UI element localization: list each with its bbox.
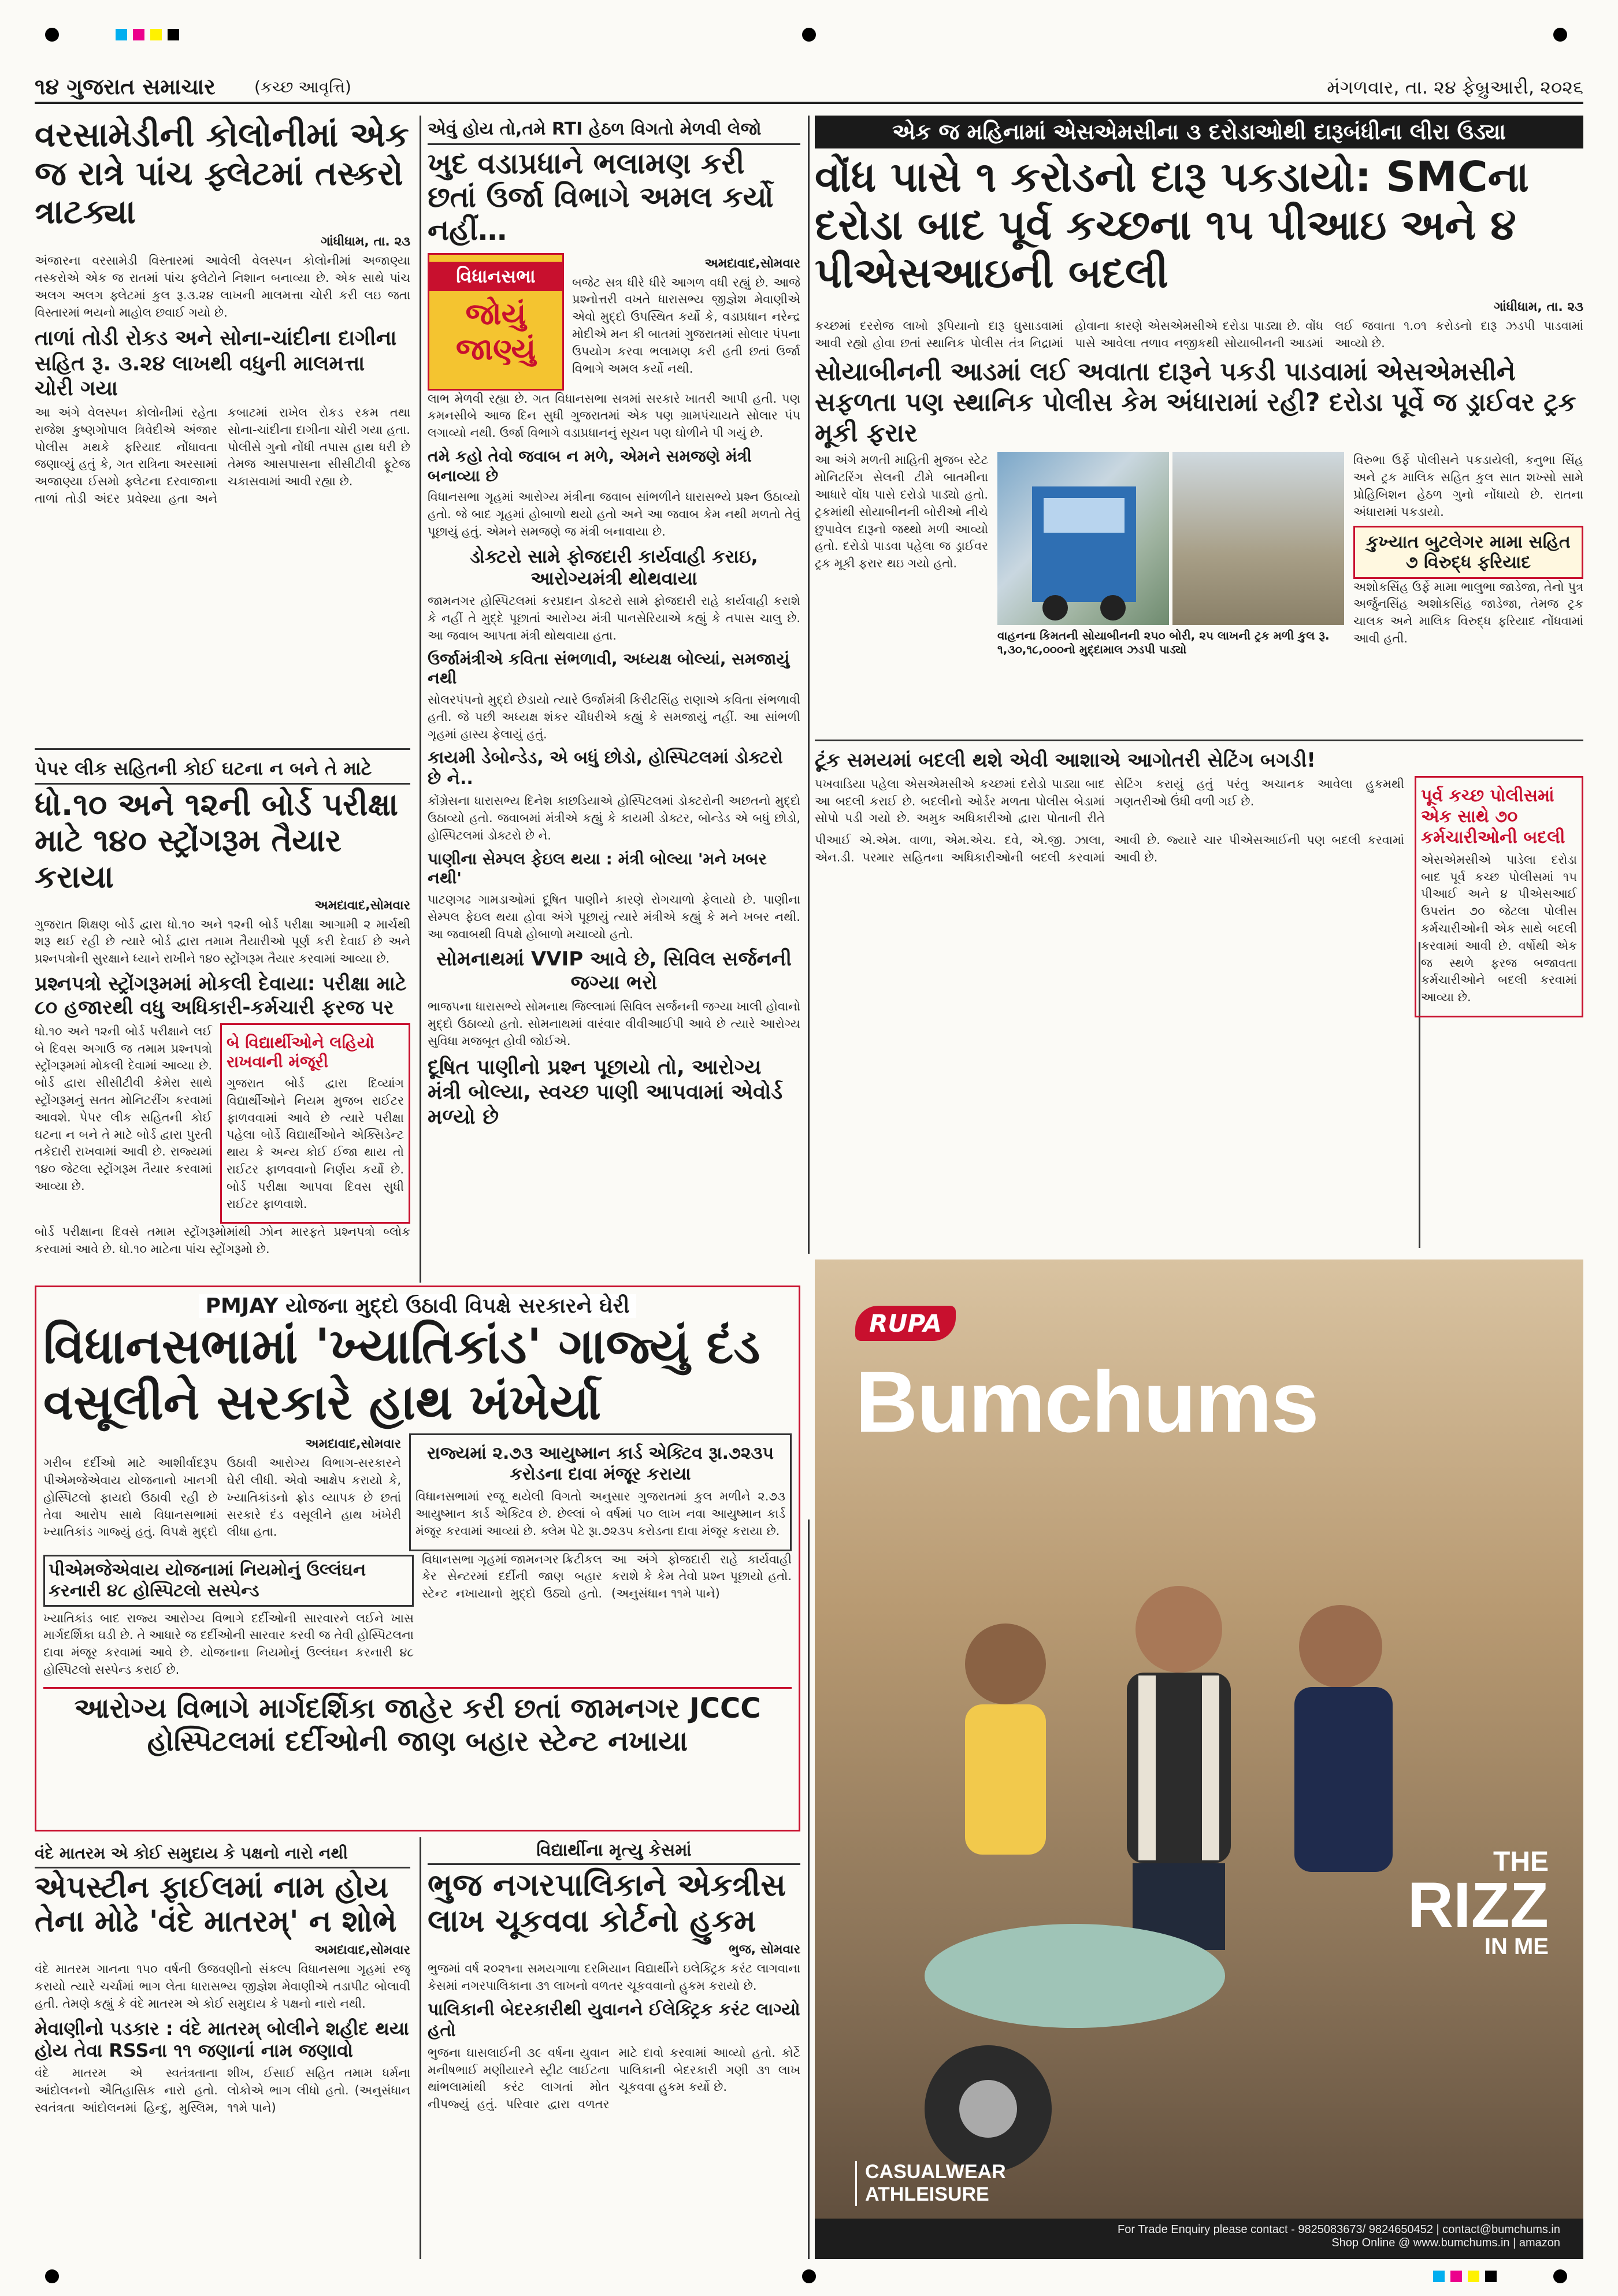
body-text: ધો.૧૦ અને ૧૨ની બોર્ડ પરીક્ષાને લઈ બે દિવસ અગાઉ જ તમામ પ્રશ્નપત્રો સ્ટ્રોંગરૂમમાં મોકલી દેવામાં આવ્યા છે. બોર્ડ દ્વારા સીસીટીવી કેમેરા સાથે સ્ટ્રોંગરૂમનું સતત મોનિટરીંગ કરવામાં આવશે. પેપર લીક સહિતની કોઈ ઘટના ન બને તે માટે બોર્ડ દ્વારા પુરતી તકેદારી રાખવામાં આવી છે. રાજ્યમાં ૧૪૦ જેટલા સ્ટ્રોંગરૂમ તૈયાર કરવામાં આવ્યા છે.: [35, 1024, 212, 1194]
bumchums-advertisement[interactable]: [815, 1260, 1583, 2259]
article-bhuj-court: [428, 1840, 800, 2256]
dateline: ભુજ, સોમવાર: [729, 1942, 800, 1957]
registration-marks-top: [0, 23, 1618, 46]
photo-caption: વાહનના કિમતની સોયાબીનની ૨૫૦ બોરી, ૨૫ લાખની ટ્રક મળી કુલ રૂ. ૧,૩૦,૧૮,૦૦૦નો મુદ્દામાલ ઝડપી પાડ્યો: [997, 629, 1330, 657]
headline-board-exam: ધો.૧૦ અને ૧૨ની બોર્ડ પરીક્ષા માટે ૧૪૦ સ્ટ્રોંગરૂમ તૈયાર કરાયા: [35, 786, 398, 895]
body-text: બોર્ડ પરીક્ષાના દિવસે તમામ સ્ટ્રોંગરૂમોમાંથી ઝોન મારફતે પ્રશ્નપત્રો બ્લોક કરવામાં આવે છે. ધો.૧૦ માટેના પાંચ સ્ટ્રોંગરૂમો છે.: [35, 1225, 410, 1257]
rupa-logo: RUPA: [855, 1306, 956, 1341]
body-text: વિધાનસભા ગૃહમાં આરોગ્ય મંત્રીના જવાબ સાંભળીને ધારાસભ્યે પ્રશ્ન ઉઠાવ્યો હતો. જે બાદ ગૃહમાં હોબાળો થયો હતો અને આ જવાબ કેમ નથી મળતો તેવું પૂછાયું હતું. એમને સમજણે જ મંત્રી બનાવાયા છે.: [428, 490, 800, 538]
body-text: ગુજરાત શિક્ષણ બોર્ડ દ્વારા ધો.૧૦ અને ૧૨ની બોર્ડ પરીક્ષા આગામી ૨ માર્ચથી શરૂ થઈ રહી છે ત્યારે બોર્ડ દ્વારા તમામ તૈયારીઓ પૂર્ણ કરી દેવાઈ છે અને પ્રશ્નપત્રોની સુરક્ષાને ધ્યાને રાખીને ૧૪૦ સ્ટ્રોંગરૂમ તૈયાર કરવામાં આવ્યા છે.: [35, 917, 410, 966]
subheadline: પીએમજેએવાય યોજનામાં નિયમોનું ઉલ્લંઘન કરનારી ૪૮ હોસ્પિટલો સસ્પેન્ડ: [43, 1555, 414, 1607]
body-text: પીઆઈ એ.એમ. વાળા, એમ.એચ. દવે, એ.જી. ઝાલા, એન.ડી. પરમાર સહિતના અધિકારીઓની બદલી કરવામાં આવી છે. જ્યારે ચાર પીએસઆઈની પણ બદલી કરવામાં આવી છે.: [815, 833, 1404, 865]
body-text: અશોકસિંહ ઉર્ફે મામા ભાલુભા જાડેજા, તેનો પુત્ર અર્જુનસિંહ અશોકસિંહ જાડેજા, તેમજ ટ્રક ચાલક અને માલિક વિરુદ્ધ ફરિયાદ નોંધવામાં આવી હતી.: [1353, 579, 1583, 646]
body-text: જામનગર હોસ્પિટલમાં કરપ્રદાન ડોક્ટરો સામે ફોજદારી રાહે કાર્યવાહી કરાશે કે નહીં તે મુદ્દે પૂછાતાં આરોગ્ય મંત્રી પાનસેરિયાએ કહ્યું કે તપાસ ચાલુ છે. આ જવાબ આપતા મંત્રી થોથવાયા હતા.: [428, 594, 800, 642]
box-title: પૂર્વ કચ્છ પોલીસમાં એક સાથે ૭૦ કર્મચારીઓની બદલી: [1421, 785, 1565, 848]
subheadline: પ્રશ્નપત્રો સ્ટ્રોંગરૂમમાં મોકલી દેવાયા: પરીક્ષા માટે ૮૦ હજારથી વધુ અધિકારી-કર્મચારી ફરજ પર: [35, 972, 407, 1019]
subheadline: પાલિકાની બેદરકારીથી યુવાનને ઈલેક્ટ્રિક કરંટ લાગ્યો હતો: [428, 1999, 800, 2041]
subheadline: ડોક્ટરો સામે ફોજદારી કાર્યવાહી કરાઇ, આરોગ્યમંત્રી થોથવાયા: [470, 545, 758, 589]
kicker: PMJAY યોજના મુદ્દો ઉઠાવી વિપક્ષે સરકારને ઘેરી: [199, 1294, 637, 1318]
body-text: પાટણગઢ ગામડાઓમાં દૂષિત પાણીને કારણે રોગચાળો ફેલાયો છે. પાણીના સેમ્પલ ફેઇલ થયા હોવા અંગે પૂછાયું ત્યારે મંત્રીએ કહ્યું કે મને ખબર નથી. આ જવાબથી વિપક્ષે હોબાળો મચાવ્યો હતો.: [428, 893, 800, 941]
vidhansabha-logo: વિધાનસભા જોયું જાણ્યું: [428, 253, 564, 391]
dateline: અમદાવાદ,સોમવાર: [314, 1943, 410, 1958]
body-text: ગરીબ દર્દીઓ માટે આશીર્વાદરૂપ પીએમજેએવાય યોજનાનો ખાનગી હોસ્પિટલો ફાયદો ઉઠાવી રહી છે તેવા આરોપ સાથે વિધાનસભામાં ખ્યાતિકાંડ ગાજ્યું હતું. વિપક્ષે મુદ્દો ઉઠાવી આરોગ્ય વિભાગ-સરકારને ઘેરી લીધી. એવો આક્ષેપ કરાયો કે, ખ્યાતિકાંડનો ફ્રોડ વ્યાપક છે છતાં સરકારે દંડ વસૂલીને હાથ ખંખેરી લીધા હતા.: [43, 1456, 401, 1539]
edition-label: (કચ્છ આવૃત્તિ): [254, 77, 351, 96]
subheadline: પાણીના સેમ્પલ ફેઇલ થયા : મંત્રી બોલ્યા 'મને ખબર નથી': [428, 849, 767, 888]
registration-marks-bottom: [0, 2265, 1618, 2288]
body-text: પખવાડિયા પહેલા એસએમસીએ કચ્છમાં દરોડો પાડ્યા બાદ આ બદલી કરાઈ છે. બદલીનો ઓર્ડર મળતા પોલીસ બેડામાં સોપો પડી ગયો છે. અમુક અધિકારીઓ દ્વારા પોતાની રીતે સેટિંગ કરાયું હતું પરંતુ અચાનક આવેલા હુકમથી ગણતરીઓ ઉંધી વળી ગઈ છે.: [815, 777, 1404, 826]
models-illustration: [901, 1560, 1479, 2195]
box-body: એસએમસીએ પાડેલા દરોડા બાદ પૂર્વ કચ્છ પોલીસમાં ૧૫ પીઆઈ અને ૪ પીએસઆઈ ઉપરાંત ૭૦ જેટલા પોલીસ કર્મચારીઓની એક સાથે બદલી કરવામાં આવી છે. વર્ષોથી એક જ સ્થળે ફરજ બજાવતા કર્મચારીઓને બદલી કરવામાં આવ્યા છે.: [1421, 852, 1577, 1005]
dateline: ગાંધીધામ, તા. ૨૩: [321, 235, 410, 250]
body-text: આ અંગે મળતી માહિતી મુજબ સ્ટેટ મોનિટરિંગ સેલની ટીમે બાતમીના આધારે વોંધ પાસે દરોડો પાડ્યો હતો. ટ્રકમાંથી સોયાબીનની બોરીઓ નીચે છુપાવેલ દારૂનો જથ્થો મળી આવ્યો હતો. દરોડો પાડવા પહેલા જ ડ્રાઈવર ટ્રક મૂકી ફરાર થઇ ગયો હતો.: [815, 453, 988, 571]
body-text: સોલરપંપનો મુદ્દો છેડાયો ત્યારે ઉર્જામંત્રી કિરીટસિંહ રાણાએ કવિતા સંભળાવી હતી. જે પછી અધ્યક્ષ શંકર ચૌધરીએ કહ્યું કે સમજાયું નહીં. આ સાંભળી ગૃહમાં હાસ્ય ફેલાયું હતું.: [428, 692, 800, 741]
headline-pmjay: વિધાનસભામાં 'ખ્યાતિકાંડ' ગાજ્યું દંડ વસૂલીને સરકારે હાથ ખંખેર્યા: [43, 1318, 760, 1431]
rizz-tagline: THE RIZZ IN ME: [1407, 1847, 1549, 1960]
body-text: ખ્યાતિકાંડ બાદ રાજ્ય આરોગ્ય વિભાગે દર્દીઓની સારવારને લઈને ખાસ માર્ગદર્શિકા ઘડી છે. તે આધારે જ દર્દીઓની સારવાર કરવી જ તેવી હોસ્પિટલના દાવા મંજૂર કરવામાં આવે છે. યોજનાના નિયમોનું ઉલ્લંઘન કરનારી ૪૮ હોસ્પિટલો સસ્પેન્ડ કરાઈ છે.: [43, 1611, 414, 1677]
dateline: ગાંધીધામ, તા. ૨૩: [1494, 300, 1583, 315]
trade-contact[interactable]: For Trade Enquiry please contact - 9825083673/ 9824650452 | contact@bumchums.in: [1118, 2223, 1560, 2236]
truck-icon: [997, 452, 1169, 625]
body-text: અંજારના વરસામેડી વિસ્તારમાં આવેલી વેલસ્પન કોલોનીમાં અજાણ્યા તસ્કરોએ એક જ રાતમાં પાંચ ફ્લેટોને નિશાન બનાવ્યા છે. એક સાથે પાંચ અલગ અલગ ફ્લેટમાં કુલ રૂ.૩.૨૪ લાખની માલમત્તા ચોરી કરી લઇ જતા વિસ્તારમાં ભયનો માહોલ છવાઈ ગયો છે.: [35, 254, 410, 319]
kicker: ટૂંક સમયમાં બદલી થશે એવી આશાએ આગોતરી સેટિંગ બગડી!: [815, 749, 1316, 772]
subheadline: દૂષિત પાણીનો પ્રશ્ન પૂછાયો તો, આરોગ્ય મંત્રી બોલ્યા, સ્વચ્છ પાણી આપવામાં એવોર્ડ મળ્યો છે: [428, 1055, 783, 1129]
box-body: વિધાનસભામાં રજૂ થયેલી વિગતો અનુસાર ગુજરાતમાં કુલ મળીને ૨.૭૩ આયુષ્માન કાર્ડ એક્ટિવ છે. છેલ્લાં બે વર્ષમાં ૫૦ લાખ નવા આયુષ્માન કાર્ડ મંજૂર કરવામાં આવ્યાં છે. ક્લેમ પેટે રૂા.૭૨૩૫ કરોડના દાવા મંજૂર કરાયા છે.: [415, 1489, 785, 1538]
headline-pm: ખુદ વડાપ્રધાને ભલામણ કરી છતાં ઉર્જા વિભાગે અમલ કર્યો નહીં…: [428, 147, 774, 247]
body-text: વંદે માતરમ એ સ્વતંત્રતાના આંદોલનનો ઐતિહાસિક નારો હતો. સ્વતંત્રતા આંદોલનમાં હિન્દુ, મુસ્લિમ, શીખ, ઈસાઈ સહિત તમામ ધર્મના લોકોએ ભાગ લીધો હતો. (અનુસંધાન ૧૧મે પાને): [35, 2066, 410, 2115]
body-text: કચ્છમાં દરરોજ લાખો રૂપિયાનો દારૂ ઘુસાડવામાં આવી રહ્યો હોવા છતાં સ્થાનિક પોલીસ તંત્ર નિદ્રામાં હોવાના કારણે એસએમસીએ દરોડા પાડ્યા છે. વોંધ પાસે આવેલા તળાવ નજીકથી સોયાબીનની આડમાં લઈ જવાતા ૧.૦૧ કરોડનો દારૂ ઝડપી પાડવામાં આવ્યો છે.: [815, 319, 1583, 351]
body-text: વંદે માતરમ ગાનના ૧૫૦ વર્ષની ઉજવણીનો સંકલ્પ વિધાનસભા ગૃહમાં રજૂ કરાયો ત્યારે ચર્ચામાં ભાગ લેતા ધારાસભ્ય જીજ્ઞેશ મેવાણીએ તડાપીટ બોલાવી હતી. તેમણે કહ્યું કે વંદે માતરમ એ કોઈ સમુદાય કે પક્ષનો નારો નથી.: [35, 1962, 410, 2011]
kicker: એવું હોય તો,તમે RTI હેઠળ વિગતો મેળવી લેજો: [428, 119, 762, 139]
box-title: રાજ્યમાં ૨.૭૩ આયુષ્માન કાર્ડ એક્ટિવ રૂા.૭૨૩૫ કરોડના દાવા મંજૂર કરાયા: [426, 1443, 774, 1485]
subheadline: સોમનાથમાં VVIP આવે છે, સિવિલ સર્જનની જગ્યા ભરો: [436, 948, 792, 995]
page-header: [35, 69, 1583, 104]
headline-bhuj: ભુજ નગરપાલિકાને એકત્રીસ લાખ ચૂકવવા કોર્ટનો હુકમ: [428, 1867, 786, 1940]
subheadline: સોયાબીનની આડમાં લઈ અવાતા દારૂને પકડી પાડવામાં એસએમસીને સફળતા પણ સ્થાનિક પોલીસ કેમ અંધારામાં રહી? દરોડા પૂર્વે જ ડ્રાઈવર ટ્રક મૂકી ફરાર: [815, 357, 1576, 448]
category-label: CASUALWEAR ATHLEISURE: [855, 2161, 1006, 2206]
body-text: ભુજમાં વર્ષ ૨૦૨૧ના સમયગાળા દરમિયાન વિદ્યાર્થીને ઇલેક્ટ્રિક કરંટ લાગવાના કેસમાં નગરપાલિકાના ૩૧ લાખનો વળતર ચૂકવવાનો હુકમ કરાયો છે.: [428, 1961, 800, 1993]
article-pm-recommendation: [428, 116, 800, 1277]
shop-online-link[interactable]: Shop Online @ www.bumchums.in | amazon: [1331, 2236, 1560, 2249]
subheadline: તાળાં તોડી રોકડ અને સોના-ચાંદીના દાગીના સહિત રૂ. ૩.૨૪ લાખથી વધુની માલમત્તા ચોરી ગયા: [35, 326, 397, 400]
subheadline: તમે કહો તેવો જવાબ ન મળે, એમને સમજણે મંત્રી બનાવ્યા છે: [428, 446, 752, 485]
ayushman-box: [409, 1433, 792, 1551]
page-masthead: ૧૪ ગુજરાત સમાચાર: [35, 74, 216, 99]
body-text: વિધાનસભા ગૃહમાં જામનગર ક્રિટીકલ કેર સેન્ટરમાં દર્દીની જાણ બહાર સ્ટેન્ટ નખાયાનો મુદ્દો ઉઠ્યો હતો. આ અંગે ફોજદારી રાહે કાર્યવાહી કરાશે કે કેમ તેવો પ્રશ્ન પૂછાયો હતો. (અનુસંધાન ૧૧મે પાને): [422, 1552, 792, 1601]
headline-smc: વોંધ પાસે ૧ કરોડનો દારૂ પકડાયો: SMCના દરોડા બાદ પૂર્વ કચ્છના ૧૫ પીઆઇ અને ૪ પીએસઆઇની બદલી: [815, 153, 1529, 297]
kicker: એક જ મહિનામાં એસએમસીના ૩ દરોડાઓથી દારૂબંધીના લીરા ઉડ્યા: [815, 116, 1583, 148]
subheadline: મેવાણીનો પડકાર : વંદે માતરમ્ બોલીને શહીદ થયા હોય તેવા RSSના ૧૧ જણાનાં નામ જણાવો: [35, 2017, 409, 2062]
truck-photo: [997, 452, 1169, 625]
kicker: વંદે માતરમ એ કોઈ સમુદાય કે પક્ષનો નારો નથી: [35, 1844, 348, 1863]
article-smc-raid: [815, 116, 1583, 734]
bottom-headline: આરોગ્ય વિભાગે માર્ગદર્શિકા જાહેર કરી છતાં જામનગર JCCC હોસ્પિટલમાં દર્દીઓની જાણ બહાર સ્ટેન્ટ નખાયા: [43, 1687, 792, 1759]
page-date: મંગળવાર, તા. ૨૪ ફેબ્રુઆરી, ૨૦૨૬: [1327, 76, 1583, 98]
body-text: બજેટ સત્ર ધીરે ધીરે આગળ વધી રહ્યું છે. આજે પ્રશ્નોત્તરી વખતે ધારાસભ્ય જીજ્ઞેશ મેવાણીએ એવો મુદ્દો ઉપસ્થિત કર્યો કે, વડાપ્રધાન નરેન્દ્ર મોદીએ મન કી બાતમાં ગુજરાતમાં સોલાર પંપના ઉપયોગ કરવા ભલામણ કરી હતી છતાં ઉર્જા વિભાગે અમલ કર્યો નથી.: [572, 275, 800, 376]
body-text: આ અંગે વેલસ્પન કોલોનીમાં રહેતા રાજેશ કુષ્ણગોપાલ ત્રિવેદીએ અંજાર પોલીસ મથકે ફરિયાદ નોંધાવતા જણાવ્યું હતું કે, ગત રાત્રિના અરસામાં અજાણ્યા ઈસમો ફ્લેટના દરવાજાના તાળાં તોડી અંદર પ્રવેશ્યા હતા અને કબાટમાં રાખેલ રોકડ રકમ તથા સોના-ચાંદીના દાગીના ચોરી ગયા હતા. પોલીસે ગુનો નોંધી તપાસ હાથ ધરી છે તેમજ આસપાસના સીસીટીવી ફૂટેજ ચકાસવામાં આવી રહ્યા છે.: [35, 405, 410, 506]
subheadline: કાયમી ડેબોન્ડેડ, એ બધું છોડો, હોસ્પિટલમાં ડોક્ટરો છે ને..: [428, 748, 783, 789]
dateline: અમદાવાદ,સોમવાર: [305, 1437, 401, 1452]
bootlegger-badge: કુખ્યાત બુટલેગર મામા સહિત ૭ વિરુદ્ધ ફરિયાદ: [1353, 526, 1583, 579]
article-board-exam: [35, 754, 410, 1274]
kicker: પેપર લીક સહિતની કોઈ ઘટના ન બને તે માટે: [35, 757, 372, 779]
dateline: અમદાવાદ,સોમવાર: [314, 898, 410, 913]
body-text: ભાજપના ધારાસભ્યે સોમનાથ જિલ્લામાં સિવિલ સર્જનની જગ્યા ખાલી હોવાનો મુદ્દો ઉઠાવ્યો હતો. સોમનાથમાં વારંવાર વીવીઆઈપી આવે છે ત્યારે આરોગ્ય સુવિધા મજબૂત હોવી જોઈએ.: [428, 1000, 800, 1048]
ad-footer: [815, 2219, 1583, 2259]
body-text: વિરુભા ઉર્ફે પોલીસને પકડાયેલી, કનુભા સિંહ અને ટ્રક માલિક સહિત કુલ સાત શખ્સો સામે પ્રોહિબિશન હેઠળ ગુનો નોંધાયો છે. રાતના અંધારામાં પકડાયો.: [1353, 453, 1583, 519]
article-theft: [35, 116, 410, 740]
body-text: કોંગ્રેસના ધારાસભ્ય દિનેશ કાછડિયાએ હોસ્પિટલમાં ડોક્ટરોની અછતનો મુદ્દો ઉઠાવ્યો હતો. જવાબમાં મંત્રીએ કહ્યું કે કાયમી ડોક્ટર, બોન્ડેડ એ બધું છોડો, હોસ્પિટલમાં ડોક્ટરો છે ને.: [428, 794, 800, 843]
writer-box: [220, 1023, 410, 1224]
seized-goods-photo: [1172, 452, 1344, 625]
body-text: લાભ મેળવી રહ્યા છે. ગત વિધાનસભા સત્રમાં સરકારે ખાતરી આપી હતી. પણ કમનસીબે આજ દિન સુધી ગુજરાતમાં એક પણ ગ્રામપંચાયતે સોલાર પંપ લગાવ્યો નથી. ઉર્જા વિભાગે વડાપ્રધાનનું સૂચન પણ ઘોળીને પી ગયું છે.: [428, 391, 800, 440]
subheadline: ઉર્જામંત્રીએ કવિતા સંભળાવી, અધ્યક્ષ બોલ્યાં, સમજાયું નથી: [428, 649, 790, 688]
police-transfer-box: [1415, 776, 1583, 1017]
box-title: બે વિદ્યાર્થીઓને લહિયો રાખવાની મંજૂરી: [227, 1032, 374, 1072]
body-text: ભુજના ઘાસલાઈની ૩૯ વર્ષના યુવાન મનીષભાઈ મણીયારને સ્ટ્રીટ લાઈટના થાંભલામાંથી કરંટ લાગતાં મોત નીપજ્યું હતું. પરિવાર દ્વારા વળતર માટે દાવો કરવામાં આવ્યો હતો. કોર્ટે પાલિકાની બેદરકારી ગણી ૩૧ લાખ ચૂકવવા હુકમ કર્યો છે.: [428, 2045, 800, 2112]
dateline: અમદાવાદ,સોમવાર: [704, 256, 800, 271]
headline-vande: એપસ્ટીન ફાઈલમાં નામ હોય તેના મોઢે 'વંદે માતરમ્' ન શોભે: [35, 1870, 397, 1940]
article-pmjay: [35, 1286, 800, 1831]
kicker: વિદ્યાર્થીના મૃત્યુ કેસમાં: [536, 1840, 692, 1860]
article-vande-mataram: [35, 1840, 410, 2256]
box-body: ગુજરાત બોર્ડ દ્વારા દિવ્યાંગ વિદ્યાર્થીઓને નિયમ મુજબ રાઈટર ફાળવવામાં આવે છે ત્યારે પરીક્ષા પહેલા બોર્ડે વિદ્યાર્થીઓને એક્સિડેન્ટ થાય કે અન્ય કોઈ ઈજા થાય તો રાઈટર ફાળવવાનો નિર્ણય કર્યો છે. બોર્ડ પરીક્ષા આપવા દિવસ સુધી રાઈટર ફાળવાશે.: [227, 1076, 404, 1211]
brand-name: Bumchums: [855, 1353, 1318, 1450]
headline-theft: વરસામેડીની કોલોનીમાં એક જ રાત્રે પાંચ ફ્લેટમાં તસ્કરો ત્રાટક્યા: [35, 116, 409, 232]
